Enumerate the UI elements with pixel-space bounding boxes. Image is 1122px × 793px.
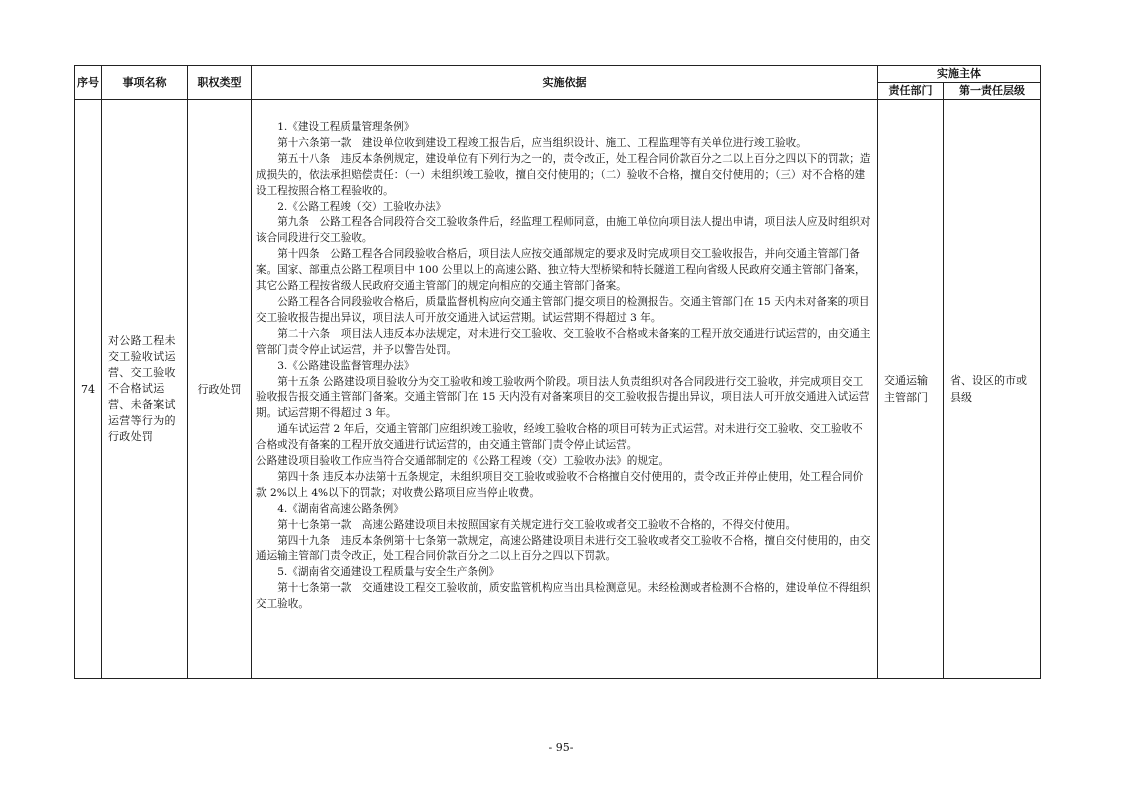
cell-level: 省、设区的市或县级 <box>944 100 1041 679</box>
basis-paragraph: 第十七条第一款 交通建设工程交工验收前，质安监管机构应当出具检测意见。未经检测或者检测不合格的，建设单位不得组织交工验收。 <box>256 582 871 611</box>
cell-authority-type: 行政处罚 <box>188 100 252 679</box>
header-seq: 序号 <box>75 66 102 100</box>
basis-paragraph: 第四十条 违反本办法第十五条规定，未组织项目交工验收或验收不合格擅自交付使用的，责令改正并停止使用，处工程合同价款 2%以上 4%以下的罚款；对收费公路项目应当停止收费。 <box>256 470 864 499</box>
basis-paragraph: 第十七条第一款 高速公路建设项目未按照国家有关规定进行交工验收或者交工验收不合格的，不得交付使用。 <box>277 518 797 531</box>
table-row <box>75 100 1041 679</box>
cell-seq: 74 <box>75 100 102 679</box>
basis-paragraph: 1.《建设工程质量管理条例》 <box>277 121 415 133</box>
basis-paragraph: 4.《湖南省高速公路条例》 <box>277 502 404 515</box>
header-subject: 实施主体 <box>878 66 1041 83</box>
basis-paragraph: 5.《湖南省交通建设工程质量与安全生产条例》 <box>277 566 500 579</box>
basis-paragraph: 第九条 公路工程各合同段符合交工验收条件后，经监理工程师同意，由施工单位向项目法人提出申请，项目法人应及时组织对该合同段进行交工验收。 <box>256 216 871 245</box>
page-number: - 95- <box>548 741 574 754</box>
basis-paragraph: 第二十六条 项目法人违反本办法规定，对未进行交工验收、交工验收不合格或未备案的工程开放交通进行试运营的，由交通主管部门责令停止试运营，并予以警告处罚。 <box>256 327 871 356</box>
basis-paragraph: 2.《公路工程竣（交）工验收办法》 <box>277 200 447 213</box>
basis-paragraph: 第十四条 公路工程各合同段验收合格后，项目法人应按交通部规定的要求及时完成项目交工验收报告，并向交通主管部门备案。国家、部重点公路工程项目中 100 公里以上的高速公路、独立特大型桥梁和特长隧道工程向省级人民政府交通主管部门备案，其它公路工程按省级人民政府交通主管部门的规定向相应的交通主管部门备案。 <box>256 248 866 293</box>
header-basis: 实施依据 <box>252 66 878 100</box>
header-level: 第一责任层级 <box>944 83 1041 100</box>
cell-dept: 交通运输主管部门 <box>878 100 944 679</box>
basis-paragraph: 第四十九条 违反本条例第十七条第一款规定，高速公路建设项目未进行交工验收或者交工验收不合格，擅自交付使用的，由交通运输主管部门责令改正，处工程合同价款百分之二以上百分之四以下罚款。 <box>256 534 871 563</box>
basis-paragraph: 公路建设项目验收工作应当符合交通部制定的《公路工程竣（交）工验收办法》的规定。 <box>256 455 670 468</box>
basis-paragraphs <box>256 120 873 613</box>
header-authority-type: 职权类型 <box>188 66 252 100</box>
basis-paragraph: 第十六条第一款 建设单位收到建设工程竣工报告后，应当组织设计、施工、工程监理等有关单位进行竣工验收。 <box>277 136 807 149</box>
authority-table <box>74 65 1041 679</box>
header-item-name: 事项名称 <box>102 66 188 100</box>
basis-paragraph: 3.《公路建设监督管理办法》 <box>277 359 415 372</box>
basis-paragraph: 第五十八条 违反本条例规定，建设单位有下列行为之一的，责令改正，处工程合同价款百分之二以上百分之四以下的罚款；造成损失的，依法承担赔偿责任：（一）未组织竣工验收，擅自交付使用的；（二）验收不合格，擅自交付使用的；（三）对不合格的建设工程按照合格工程验收的。 <box>256 152 871 197</box>
basis-paragraph: 通车试运营 2 年后，交通主管部门应组织竣工验收，经竣工验收合格的项目可转为正式运营。对未进行交工验收、交工验收不合格或没有备案的工程开放交通进行试运营的，由交通主管部门责令停止试运营。 <box>256 423 863 452</box>
basis-paragraph: 第十五条 公路建设项目验收分为交工验收和竣工验收两个阶段。项目法人负责组织对各合同段进行交工验收，并完成项目交工验收报告报交通主管部门备案。交通主管部门在 15 天内没有对备案项目的交工验收报告提出异议，项目法人可开放交通进入试运营期。试运营期不得超过 3 年。 <box>256 375 870 420</box>
header-dept: 责任部门 <box>878 83 944 100</box>
cell-basis <box>252 100 878 679</box>
basis-paragraph: 公路工程各合同段验收合格后，质量监督机构应向交通主管部门提交项目的检测报告。交通主管部门在 15 天内未对备案的项目交工验收报告提出异议，项目法人可开放交通进入试运营期。试运营期不得超过 3 年。 <box>256 295 870 324</box>
cell-item-name: 对公路工程未交工验收试运营、交工验收不合格试运营、未备案试运营等行为的行政处罚 <box>102 100 188 679</box>
